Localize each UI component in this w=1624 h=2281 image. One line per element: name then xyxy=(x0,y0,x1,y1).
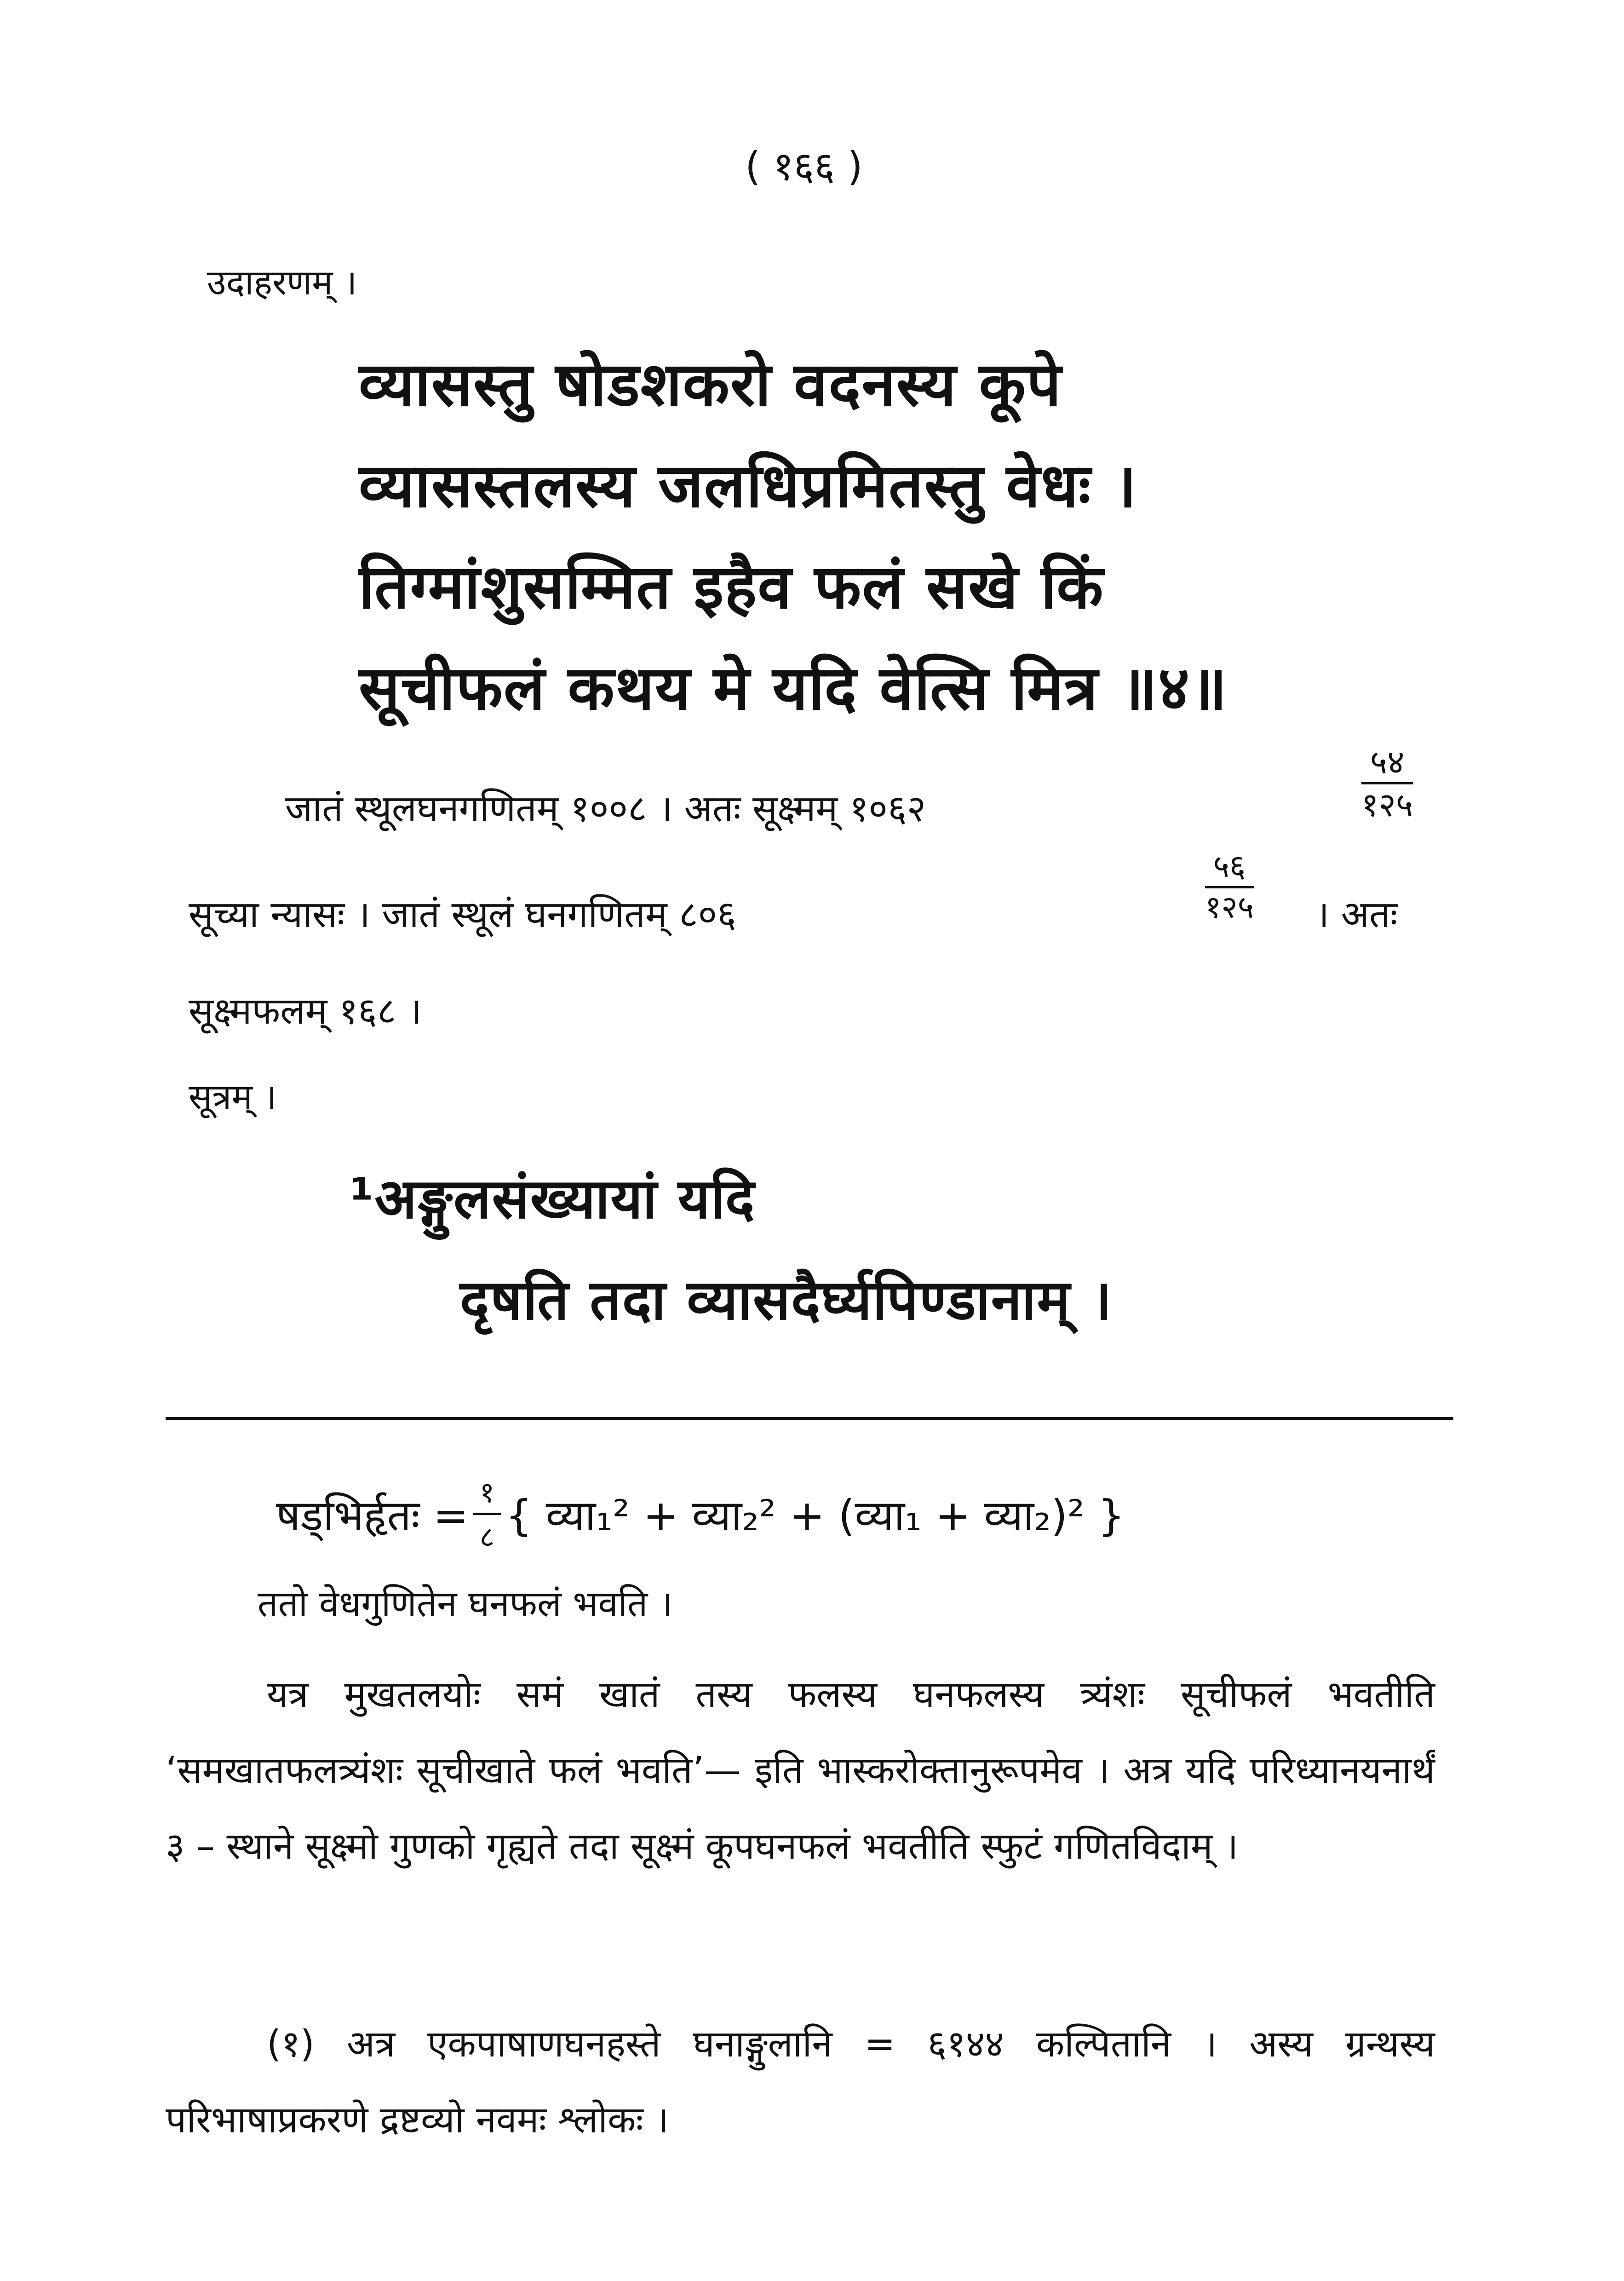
fraction-denominator: १२५ xyxy=(1361,785,1413,824)
footnote-divider xyxy=(166,1417,1453,1420)
fraction-numerator: ५६ xyxy=(1213,848,1246,885)
result-stula-line: जातं स्थूलघनगणितम् १००८ । अतः सूक्ष्मम् १०६२ xyxy=(285,787,926,830)
fraction-bar xyxy=(1205,886,1254,888)
fraction xyxy=(1205,848,1254,926)
sutra-line: ¹अङ्गुलसंख्यायां यदि xyxy=(350,1167,756,1231)
sutra-line: दृषति तदा व्यासदैर्घ्यपिण्डानाम् । xyxy=(460,1268,1113,1332)
verse-line: तिग्मांशुसम्मित इहैव फलं सखे किं xyxy=(359,552,1104,622)
page-number: ( १६६ ) xyxy=(745,144,863,190)
formula-frac-num: १ xyxy=(479,1475,494,1509)
fraction xyxy=(1361,743,1413,824)
verse-line: सूचीफलं कथय मे यदि वेत्सि मित्र ॥४॥ xyxy=(359,653,1228,724)
formula-rhs: { व्या₁² + व्या₂² + (व्या₁ + व्या₂)² } xyxy=(505,1491,1125,1540)
verse-line: व्यासस्तलस्य जलधिप्रमितस्तु वेधः । xyxy=(359,450,1138,521)
result-sukshma-line: सूक्ष्मफलम् १६८ । xyxy=(189,990,422,1032)
note-line: ततो वेधगुणितेन घनफलं भवति । xyxy=(258,1584,673,1625)
formula-frac-bar xyxy=(473,1513,501,1515)
result-suchi-tail: । अतः xyxy=(1315,893,1398,936)
note-paragraph: यत्र मुखतलयोः समं खातं तस्य फलस्य घनफलस्य त्र्यंशः सूचीफलं भवतीति ‘समखातफलत्र्यंशः सूचीखाते फलं भवति’— इति भास्करोक्तानुरूपमेव । अत्र यदि परिध्यानयनार्थं ३ – स्थाने सूक्ष्मो गुणको गृह्यते तदा सूक्ष्मं कूपघनफलं भवतीति स्फुटं गणितविदाम् । xyxy=(166,1673,1435,1867)
formula-lhs: षड्भिर्हृतः = xyxy=(276,1491,469,1540)
formula xyxy=(276,1472,1125,1555)
footnote-paragraph: (१) अत्र एकपाषाणघनहस्ते घनाङ्गुलानि = ६१४४ कल्पितानि । अस्य ग्रन्थस्य परिभाषाप्रकरणे द्रष्टव्यो नवमः श्लोकः । xyxy=(166,2022,1435,2141)
heading-sutra: सूत्रम् । xyxy=(189,1076,277,1117)
heading-example: उदाहरणम् । xyxy=(207,262,357,303)
fraction-denominator: १२५ xyxy=(1205,889,1254,926)
fraction-numerator: ५४ xyxy=(1370,743,1405,781)
result-suchi-line: सूच्या न्यासः । जातं स्थूलं घनगणितम् ८०६ xyxy=(189,893,736,936)
fraction-bar xyxy=(1361,782,1413,784)
formula-fraction xyxy=(473,1472,501,1555)
verse-line: व्यासस्तु षोडशकरो वदनस्य कूपे xyxy=(359,349,1062,420)
formula-frac-den: ८ xyxy=(479,1520,494,1554)
